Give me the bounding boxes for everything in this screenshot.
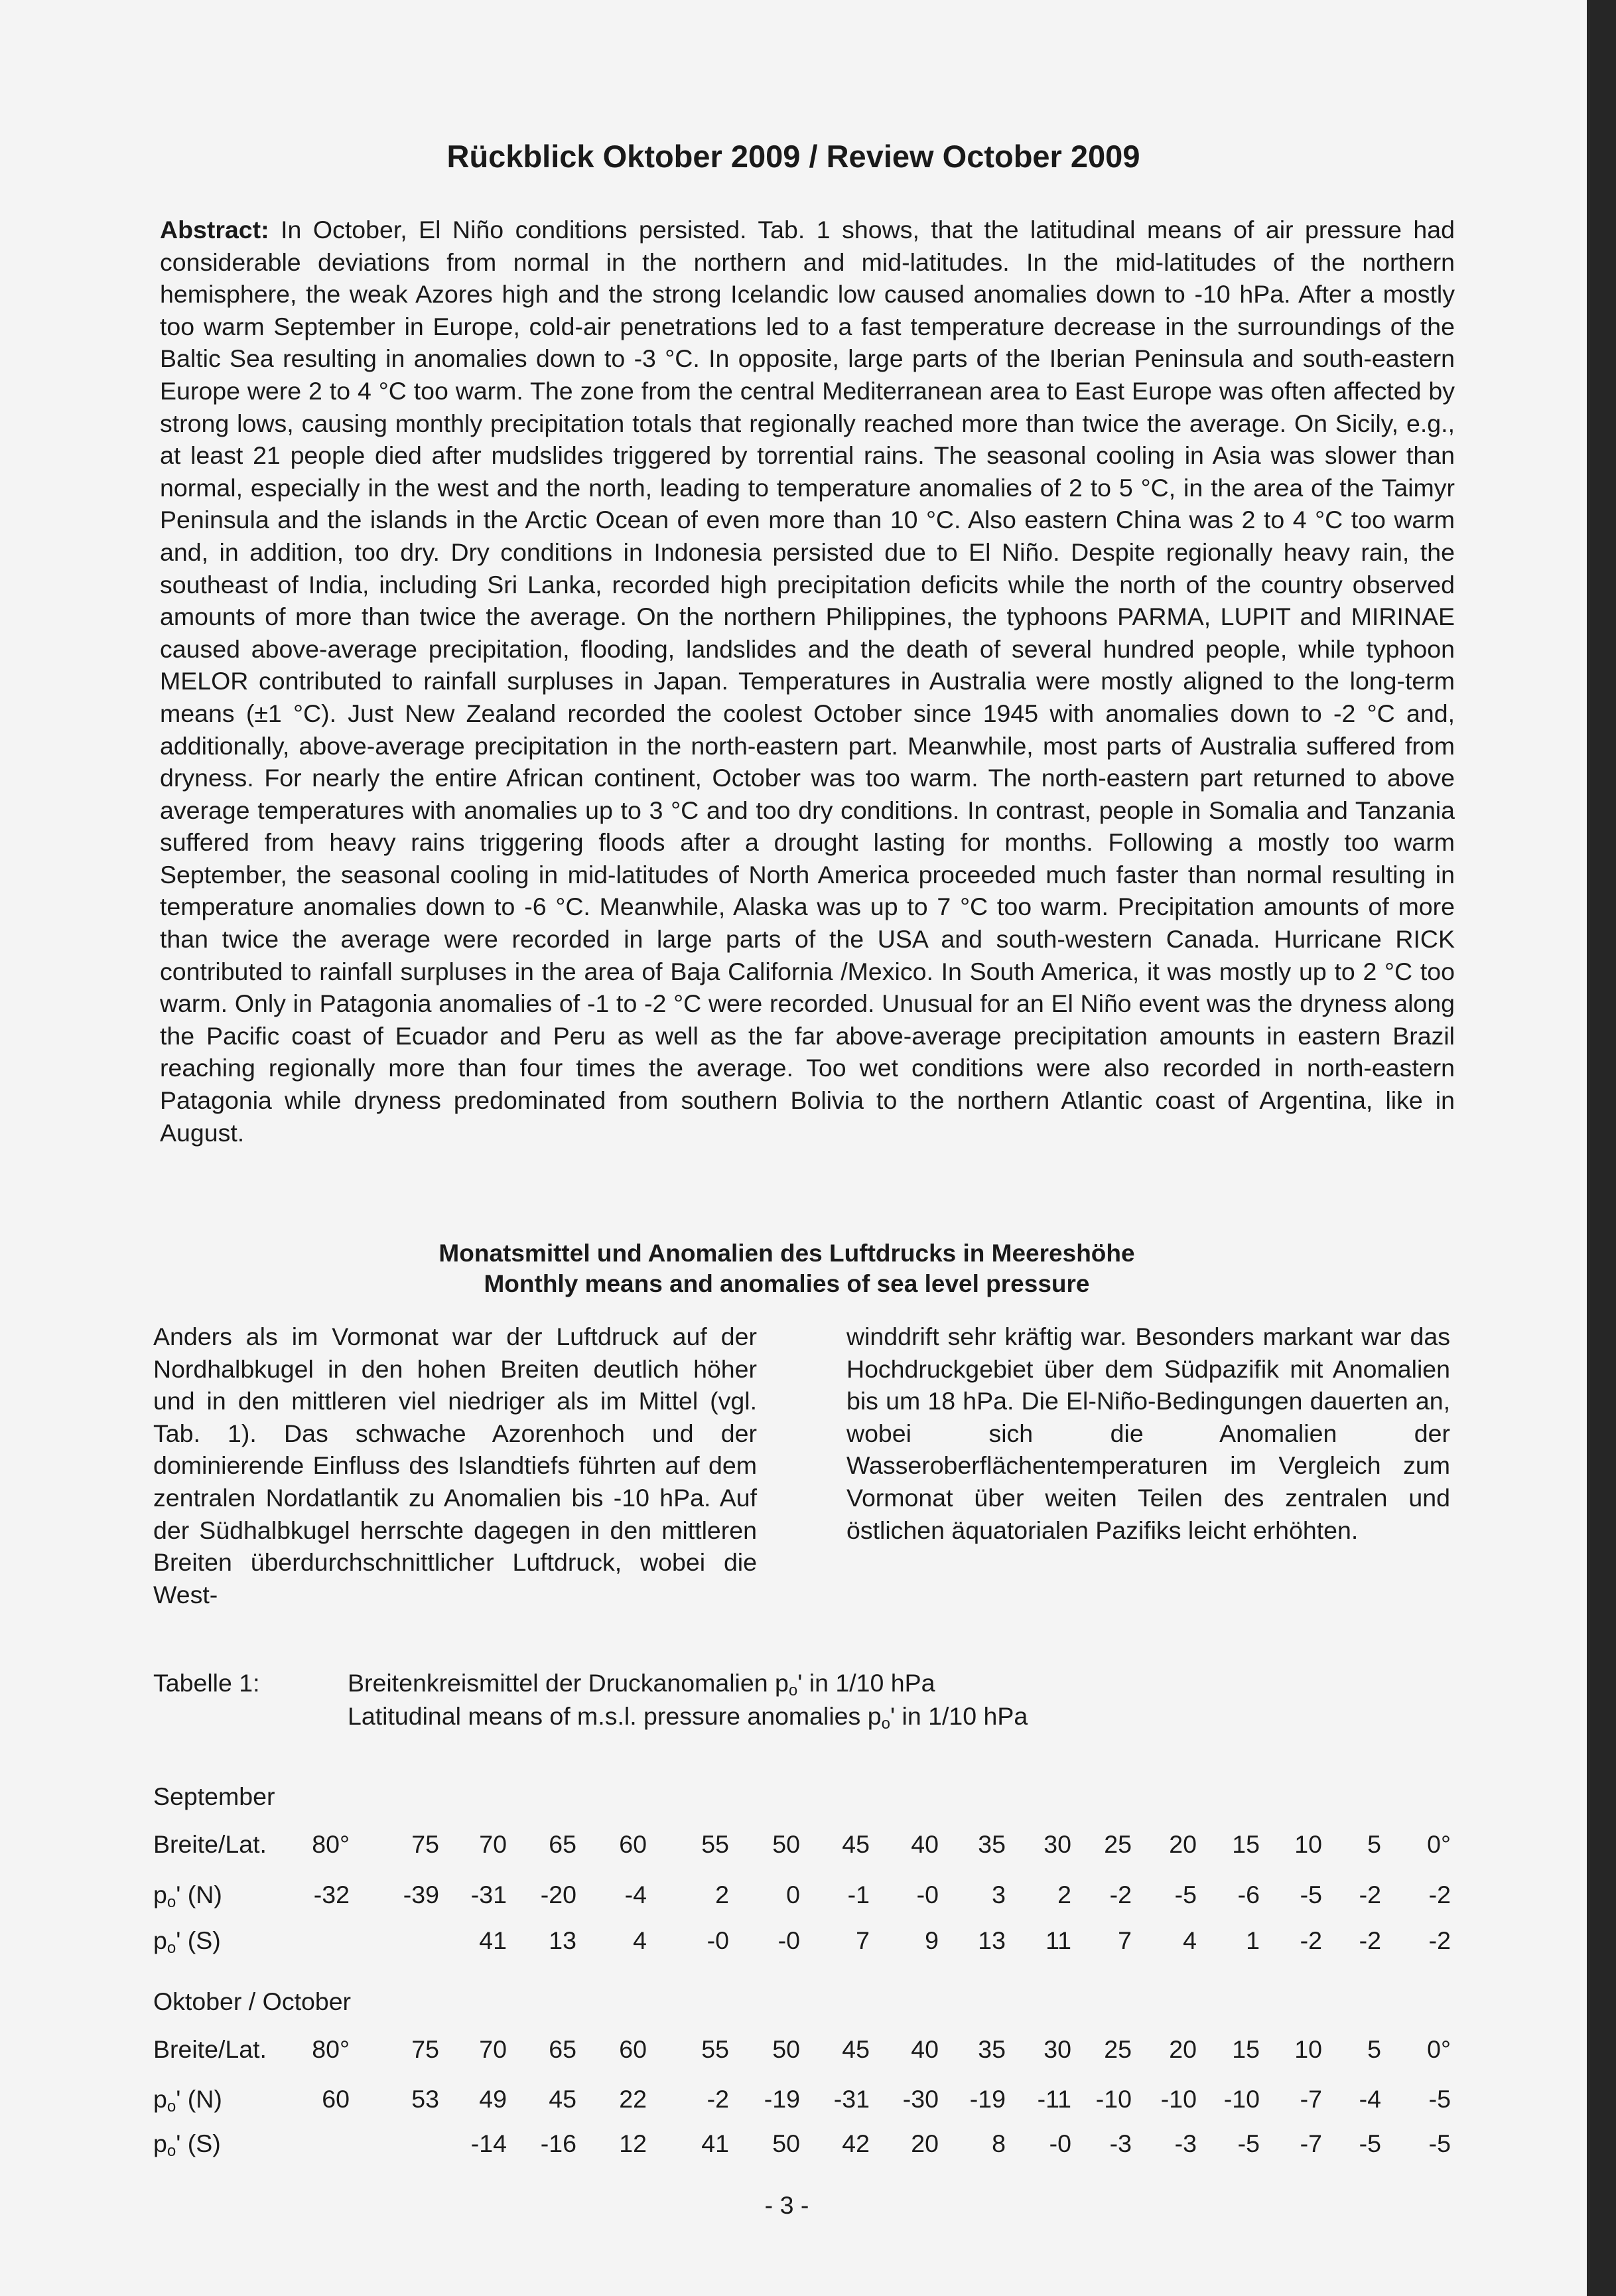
table-cell: 42 xyxy=(842,2129,870,2157)
table-cell: 10 xyxy=(1294,1830,1322,1858)
table-cell: 45 xyxy=(842,1830,870,1858)
table-cell: 60 xyxy=(619,1830,647,1858)
table-cell: 22 xyxy=(619,2085,647,2113)
table-cell: 80° xyxy=(312,2035,350,2063)
table-row-label: $p_o'$ (S) xyxy=(153,2129,221,2160)
abstract-text: In October, El Niño conditions persisted. Tab. 1 shows, that the latitudinal means of air pressure had considerable deviations from normal in the northern and mid-latitudes. In the mid-latitudes of the northern hemisphere, the weak Azores high and the strong Icelandic low caused anomalies down to -10 hPa. After a mostly too warm September in Europe, cold-air penetrations led to a fast temperature decrease in the surroundings of the Baltic Sea resulting in anomalies down to -3 °C. In opposite, large parts of the Iberian Peninsula and south-eastern Europe were 2 to 4 °C too warm. The zone from the central Mediterranean area to East Europe was often affected by strong lows, causing monthly precipitation totals that regionally reached more than twice the average. On Sicily, e.g., at least 21 people died after mudslides triggered by torrential rains. The seasonal cooling in Asia was slower than normal, especially in the west and the north, leading to temperature anomalies of 2 to 5 °C, in the area of the Taimyr Peninsula and the islands in the Arctic Ocean of even more than 10 °C. Also eastern China was 2 to 4 °C too warm and, in addition, too dry. Dry conditions in Indonesia persisted due to El Niño. Despite regionally heavy rain, the southeast of India, including Sri Lanka, recorded high precipitation deficits while the north of the country observed amounts of more than twice the average. On the northern Philippines, the typhoons PARMA, LUPIT and MIRINAE caused above-average precipitation, flooding, landslides and the death of several hundred people, while typhoon MELOR contributed to rainfall surpluses in Japan. Temperatures in Australia were mostly aligned to the long-term means (±1 °C). Just New Zealand recorded the coolest October since 1945 with anomalies down to -2 °C and, additionally, above-average precipitation in the north-eastern part. Meanwhile, most parts of Australia suffered from dryness. For nearly the entire African continent, October was too warm. The north-eastern part returned to above average temperatures with anomalies up to 3 °C and too dry conditions. In contrast, people in Somalia and Tanzania suffered from heavy rains triggering floods after a drought lasting for months. Following a mostly too warm September, the seasonal cooling in mid-latitudes of North America proceeded much faster than normal resulting in temperature anomalies down to -6 °C. Meanwhile, Alaska was up to 7 °C too warm. Precipitation amounts of more than twice the average were recorded in large parts of the USA and south-western Canada. Hurricane RICK contributed to rainfall surpluses in the area of Baja California /Mexico. In South America, it was mostly up to 2 °C too warm. Only in Patagonia anomalies of -1 to -2 °C were recorded. Unusual for an El Niño event was the dryness along the Pacific coast of Ecuador and Peru as well as the far above-average precipitation amounts in eastern Brazil reaching regionally more than four times the average. Too wet conditions were also recorded in north-eastern Patagonia while dryness predominated from southern Bolivia to the northern Atlantic coast of Argentina, like in August. xyxy=(160,216,1455,1147)
table-row-oct-lat xyxy=(153,2035,1453,2066)
table-cell: -0 xyxy=(916,1881,939,1908)
table-cell: 65 xyxy=(549,2035,576,2063)
table-cell: 20 xyxy=(1169,1830,1197,1858)
table-cell: 25 xyxy=(1104,1830,1132,1858)
table-cell: -10 xyxy=(1223,2085,1260,2113)
table-cell: -19 xyxy=(969,2085,1006,2113)
table-period-october: Oktober / October xyxy=(153,1987,352,2015)
table-cell: 9 xyxy=(925,1926,939,1954)
table-cell: 75 xyxy=(411,1830,439,1858)
table-cell: -5 xyxy=(1300,1881,1322,1908)
table-cell: 80° xyxy=(312,1830,350,1858)
table-cell: -3 xyxy=(1109,2129,1132,2157)
table-label: Tabelle 1: xyxy=(153,1669,260,1697)
table-cell: 55 xyxy=(701,2035,729,2063)
table-cell: -32 xyxy=(313,1881,350,1908)
table-row-label: Breite/Lat. xyxy=(153,1830,267,1858)
table-cell: 5 xyxy=(1367,2035,1381,2063)
table-row-sep-lat xyxy=(153,1830,1453,1861)
table-cell: 60 xyxy=(619,2035,647,2063)
table-cell: 30 xyxy=(1044,2035,1071,2063)
table-cell: -5 xyxy=(1428,2129,1451,2157)
table-cell: 1 xyxy=(1246,1926,1260,1954)
table-cell: -0 xyxy=(1049,2129,1071,2157)
table-cell: -20 xyxy=(540,1881,576,1908)
table-cell: 70 xyxy=(479,2035,507,2063)
table-cell: 41 xyxy=(701,2129,729,2157)
table-caption-de: Breitenkreismittel der Druckanomalien $p_o'$ in 1/10 hPa xyxy=(348,1669,935,1699)
table-cell: -5 xyxy=(1237,2129,1260,2157)
table-cell: 11 xyxy=(1045,1926,1071,1954)
abstract-paragraph xyxy=(160,214,1455,1149)
table-cell: 7 xyxy=(856,1926,870,1954)
table-cell: -0 xyxy=(707,1926,729,1954)
table-cell: -1 xyxy=(847,1881,870,1908)
table-cell: 0° xyxy=(1427,1830,1451,1858)
table-cell: 50 xyxy=(772,2129,800,2157)
table-cell: -2 xyxy=(1428,1926,1451,1954)
table-cell: -5 xyxy=(1428,2085,1451,2113)
table-cell: 53 xyxy=(411,2085,439,2113)
table-cell: 50 xyxy=(772,2035,800,2063)
table-cell: -2 xyxy=(1300,1926,1322,1954)
table-cell: 70 xyxy=(479,1830,507,1858)
table-cell: -5 xyxy=(1359,2129,1381,2157)
table-cell: -7 xyxy=(1300,2085,1322,2113)
table-cell: 2 xyxy=(715,1881,729,1908)
scan-edge xyxy=(1587,0,1616,2296)
table-row-label: $p_o'$ (N) xyxy=(153,1881,222,1911)
table-cell: -5 xyxy=(1174,1881,1197,1908)
table-row-label: $p_o'$ (S) xyxy=(153,1926,221,1957)
table-cell: 25 xyxy=(1104,2035,1132,2063)
table-cell: -2 xyxy=(1428,1881,1451,1908)
table-cell: 15 xyxy=(1232,1830,1260,1858)
abstract-label: Abstract: xyxy=(160,216,269,244)
table-cell: -4 xyxy=(1359,2085,1381,2113)
table-cell: 35 xyxy=(978,2035,1006,2063)
table-period-september: September xyxy=(153,1782,275,1810)
table-cell: -7 xyxy=(1300,2129,1322,2157)
table-cell: 3 xyxy=(992,1881,1006,1908)
table-cell: 0° xyxy=(1427,2035,1451,2063)
table-cell: -2 xyxy=(1359,1881,1381,1908)
table-cell: 2 xyxy=(1057,1881,1071,1908)
table-caption-en: Latitudinal means of m.s.l. pressure anomalies $p_o'$ in 1/10 hPa xyxy=(348,1702,1028,1733)
page-title: Rückblick Oktober 2009 / Review October 2009 xyxy=(446,139,1140,174)
table-cell: 30 xyxy=(1044,1830,1071,1858)
table-cell: 12 xyxy=(619,2129,647,2157)
table-cell: -6 xyxy=(1237,1881,1260,1908)
table-cell: 20 xyxy=(1169,2035,1197,2063)
table-cell: 75 xyxy=(411,2035,439,2063)
table-cell: 50 xyxy=(772,1830,800,1858)
table-cell: 0 xyxy=(786,1881,800,1908)
table-cell: 49 xyxy=(479,2085,507,2113)
table-row-sep-north xyxy=(153,1881,1453,1911)
section-heading-de: Monatsmittel und Anomalien des Luftdrucks in Meereshöhe xyxy=(438,1240,1135,1267)
table-row-oct-south xyxy=(153,2129,1453,2160)
table-cell: -16 xyxy=(540,2129,576,2157)
table-cell: -31 xyxy=(833,2085,870,2113)
table-cell: -31 xyxy=(470,1881,507,1908)
table-row-label: Breite/Lat. xyxy=(153,2035,267,2063)
table-cell: 20 xyxy=(911,2129,939,2157)
table-cell: 5 xyxy=(1367,1830,1381,1858)
table-cell: 45 xyxy=(549,2085,576,2113)
table-cell: -10 xyxy=(1095,2085,1132,2113)
table-cell: 4 xyxy=(1183,1926,1197,1954)
table-cell: 10 xyxy=(1294,2035,1322,2063)
table-cell: 60 xyxy=(322,2085,350,2113)
table-cell: 35 xyxy=(978,1830,1006,1858)
table-cell: 55 xyxy=(701,1830,729,1858)
page-number: - 3 - xyxy=(764,2191,809,2219)
table-cell: 8 xyxy=(992,2129,1006,2157)
table-cell: 41 xyxy=(479,1926,507,1954)
table-cell: -2 xyxy=(1359,1926,1381,1954)
table-cell: -14 xyxy=(470,2129,507,2157)
table-cell: -10 xyxy=(1160,2085,1197,2113)
table-cell: -2 xyxy=(707,2085,729,2113)
table-cell: -3 xyxy=(1174,2129,1197,2157)
body-column-right: winddrift sehr kräftig war. Besonders markant war das Hochdruckgebiet über dem Südpazifik mit Anomalien bis um 18 hPa. Die El-Niño-Bedingungen dauerten an, wobei sich die Anomalien der Wasseroberflächentemperaturen im Vergleich zum Vormonat über weiten Teilen des zentralen und östlichen äquatorialen Pazifiks leicht erhöhten. xyxy=(846,1323,1450,1544)
table-cell: -39 xyxy=(403,1881,439,1908)
table-cell: 15 xyxy=(1232,2035,1260,2063)
table-cell: -19 xyxy=(764,2085,800,2113)
table-cell: 13 xyxy=(978,1926,1006,1954)
table-cell: 7 xyxy=(1118,1926,1132,1954)
table-cell: -0 xyxy=(777,1926,800,1954)
body-column-left: Anders als im Vormonat war der Luftdruck auf der Nordhalbkugel in den hohen Breiten deutlich höher und in den mittleren viel niedriger als im Mittel (vgl. Tab. 1). Das schwache Azorenhoch und der dominierende Einfluss des Islandtiefs führten auf dem zentralen Nordatlantik zu Anomalien bis -10 hPa. Auf der Südhalbkugel herrschte dagegen in den mittleren Breiten überdurchschnittlicher Luftdruck, wobei die West- xyxy=(153,1323,757,1609)
section-heading-en: Monthly means and anomalies of sea level pressure xyxy=(484,1270,1090,1297)
table-cell: 40 xyxy=(911,1830,939,1858)
table-row-sep-south xyxy=(153,1926,1453,1957)
table-cell: 40 xyxy=(911,2035,939,2063)
table-row-label: $p_o'$ (N) xyxy=(153,2085,222,2116)
table-cell: 4 xyxy=(633,1926,647,1954)
table-cell: -4 xyxy=(624,1881,647,1908)
table-cell: -11 xyxy=(1037,2085,1071,2113)
table-cell: 13 xyxy=(549,1926,576,1954)
table-row-oct-north xyxy=(153,2085,1453,2116)
table-cell: -30 xyxy=(902,2085,939,2113)
table-cell: -2 xyxy=(1109,1881,1132,1908)
table-cell: 45 xyxy=(842,2035,870,2063)
table-cell: 65 xyxy=(549,1830,576,1858)
